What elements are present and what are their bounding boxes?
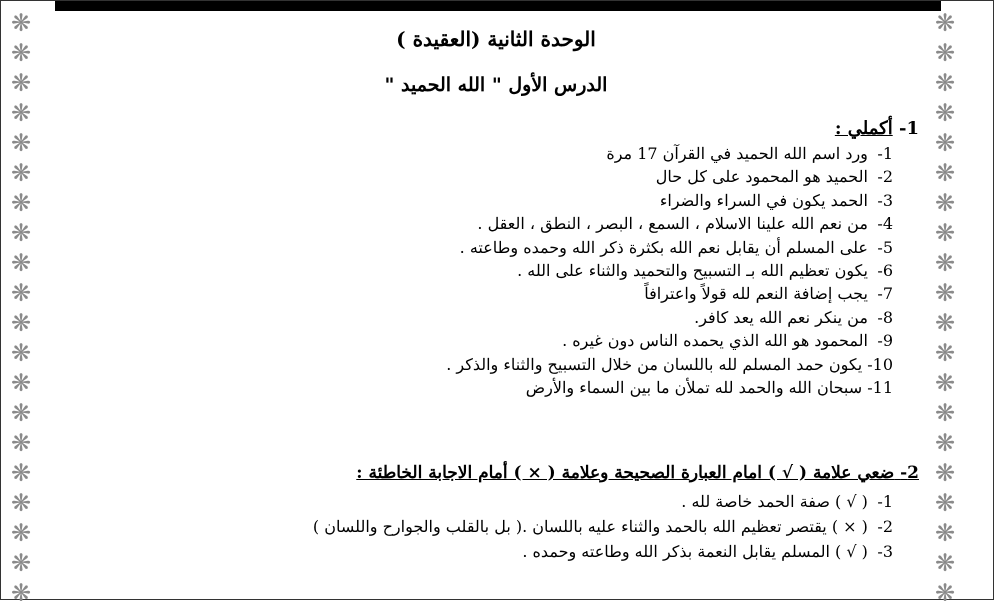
item-text: يكون حمد المسلم لله باللسان من خلال التسبيح والثناء والذكر . xyxy=(446,354,863,374)
star-ornament-icon: ❋ xyxy=(934,369,956,397)
star-ornament-icon: ❋ xyxy=(934,39,956,67)
item-number: 7- xyxy=(877,284,893,304)
item-text: ورد اسم الله الحميد في القرآن 17 مرة xyxy=(606,144,868,163)
left-ornament-border xyxy=(3,1,39,601)
star-ornament-icon: ❋ xyxy=(934,549,956,577)
star-ornament-icon: ❋ xyxy=(10,429,32,457)
item-text: يكون تعظيم الله بـ التسبيح والتحميد والثناء على الله . xyxy=(517,260,868,280)
item-number: 5- xyxy=(877,237,893,257)
item-text: المحمود هو الله الذي يحمده الناس دون غيره . xyxy=(562,331,868,351)
star-ornament-icon: ❋ xyxy=(10,399,32,427)
star-ornament-icon: ❋ xyxy=(10,309,32,337)
list-item xyxy=(73,165,893,188)
star-ornament-icon: ❋ xyxy=(10,129,32,157)
item-text: ( √ ) صفة الحمد خاصة لله . xyxy=(681,492,868,511)
star-ornament-icon: ❋ xyxy=(10,189,32,217)
section1-list xyxy=(73,142,893,399)
star-ornament-icon: ❋ xyxy=(934,189,956,217)
item-number: 10- xyxy=(867,354,893,374)
star-ornament-icon: ❋ xyxy=(10,459,32,487)
item-number: 11- xyxy=(867,377,893,397)
item-number: 1- xyxy=(877,492,893,511)
list-item xyxy=(73,189,893,212)
star-ornament-icon: ❋ xyxy=(934,279,956,307)
item-number: 2- xyxy=(877,167,893,187)
star-ornament-icon: ❋ xyxy=(934,69,956,97)
list-item xyxy=(73,212,893,235)
star-ornament-icon: ❋ xyxy=(934,249,956,277)
star-ornament-icon: ❋ xyxy=(10,219,32,247)
star-ornament-icon: ❋ xyxy=(10,279,32,307)
top-border-rule xyxy=(55,1,941,11)
item-number: 6- xyxy=(877,260,893,280)
star-ornament-icon: ❋ xyxy=(10,339,32,367)
list-item xyxy=(73,306,893,329)
section2-heading xyxy=(356,461,919,485)
star-ornament-icon: ❋ xyxy=(934,429,956,457)
item-number: 4- xyxy=(877,214,893,234)
star-ornament-icon: ❋ xyxy=(934,459,956,487)
item-text: يجب إضافة النعم لله قولاً واعترافاً xyxy=(644,284,868,304)
item-text: من نعم الله علينا الاسلام ، السمع ، البصر ، النطق ، العقل . xyxy=(477,214,868,234)
item-text: من ينكر نعم الله يعد كافر. xyxy=(694,307,868,327)
star-ornament-icon: ❋ xyxy=(10,549,32,577)
star-ornament-icon: ❋ xyxy=(934,579,956,601)
list-item xyxy=(73,282,893,305)
star-ornament-icon: ❋ xyxy=(934,309,956,337)
star-ornament-icon: ❋ xyxy=(10,519,32,547)
item-number: 3- xyxy=(877,542,893,561)
star-ornament-icon: ❋ xyxy=(934,219,956,247)
item-text: ( × ) يقتصر تعظيم الله بالحمد والثناء عليه باللسان .( بل بالقلب والجوارح واللسان ) xyxy=(312,517,868,536)
list-item xyxy=(73,329,893,352)
star-ornament-icon: ❋ xyxy=(10,249,32,277)
star-ornament-icon: ❋ xyxy=(934,519,956,547)
item-text: الحميد هو المحمود على كل حال xyxy=(655,167,868,187)
star-ornament-icon: ❋ xyxy=(934,99,956,127)
list-item xyxy=(73,236,893,259)
item-number: 8- xyxy=(877,307,893,327)
item-text: على المسلم أن يقابل نعم الله بكثرة ذكر الله وحمده وطاعته . xyxy=(459,237,868,257)
star-ornament-icon: ❋ xyxy=(934,489,956,517)
star-ornament-icon: ❋ xyxy=(10,159,32,187)
item-text: سبحان الله والحمد لله تملأن ما بين السماء والأرض xyxy=(525,377,863,397)
item-text: الحمد يكون في السراء والضراء xyxy=(659,190,868,210)
section1-number: 1- xyxy=(898,118,919,139)
list-item xyxy=(73,353,893,376)
right-ornament-border xyxy=(927,1,963,601)
section2-list xyxy=(73,489,893,564)
list-item xyxy=(73,142,893,165)
star-ornament-icon: ❋ xyxy=(934,129,956,157)
item-text: ( √ ) المسلم يقابل النعمة بذكر الله وطاعته وحمده . xyxy=(522,542,868,561)
star-ornament-icon: ❋ xyxy=(10,39,32,67)
item-number: 9- xyxy=(877,331,893,351)
star-ornament-icon: ❋ xyxy=(10,69,32,97)
item-number: 1- xyxy=(877,144,893,163)
section1-heading xyxy=(835,117,919,141)
item-number: 3- xyxy=(877,190,893,210)
unit-title: الوحدة الثانية (العقيدة ) xyxy=(396,27,596,51)
section2-title: ضعي علامة ( √ ) امام العبارة الصحيحة وعلامة ( × ) أمام الاجابة الخاطئة : xyxy=(356,463,895,483)
star-ornament-icon: ❋ xyxy=(934,9,956,37)
list-item xyxy=(73,514,893,539)
list-item xyxy=(73,376,893,399)
list-item xyxy=(73,539,893,564)
section2-number: 2- xyxy=(900,463,919,483)
star-ornament-icon: ❋ xyxy=(10,369,32,397)
star-ornament-icon: ❋ xyxy=(10,9,32,37)
item-number: 2- xyxy=(877,517,893,536)
section1-title: أكملي : xyxy=(834,118,893,139)
lesson-title: الدرس الأول " الله الحميد " xyxy=(384,74,608,96)
star-ornament-icon: ❋ xyxy=(934,339,956,367)
star-ornament-icon: ❋ xyxy=(10,579,32,601)
star-ornament-icon: ❋ xyxy=(934,399,956,427)
worksheet-content xyxy=(71,15,921,595)
list-item xyxy=(73,489,893,514)
star-ornament-icon: ❋ xyxy=(10,99,32,127)
star-ornament-icon: ❋ xyxy=(934,159,956,187)
star-ornament-icon: ❋ xyxy=(10,489,32,517)
list-item xyxy=(73,259,893,282)
